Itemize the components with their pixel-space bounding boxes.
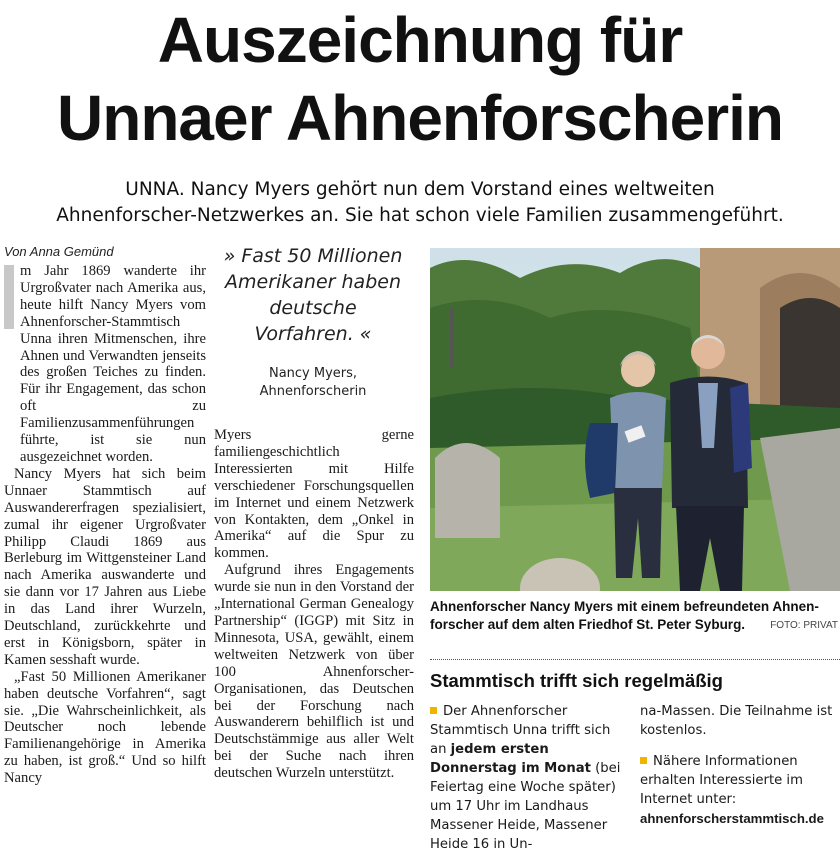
lead-line-2: Ahnenforscher-Netzwerkes an. Sie hat schon viele Familien zusammengeführt. (56, 205, 784, 226)
headline-line-2: Unnaer Ahnenforscherin (57, 82, 783, 154)
photo-credit: FOTO: PRIVAT (770, 620, 838, 631)
photo-illustration (430, 248, 840, 591)
section-divider (430, 659, 840, 660)
dateline: UNNA. (125, 179, 185, 200)
infobox-item-1-continued: na-Massen. Die Teilnahme ist kostenlos. (640, 704, 833, 738)
pull-quote-line-2: Amerikaner haben (225, 271, 401, 293)
byline: Von Anna Gemünd (4, 244, 114, 259)
item-2-text: Nähere Informationen erhalten Interessierte im Internet unter: (640, 754, 803, 807)
caption-line-2: forscher auf dem alten Friedhof St. Peter Syburg. (430, 617, 746, 632)
paragraph-1: m Jahr 1869 wanderte ihr Urgroßvater nach Amerika aus, heute hilft Nancy Myers vom Ahnenforscher-Stammtisch Unna ihren Mitmenschen, ihre Ahnen und Verwandten jenseits des großen Teiches zu finden. Für ihr Engagement, das schon oft zu Familienzusammenführungen führte, ist sie nun ausgezeichnet worden. (20, 263, 206, 465)
lead-line-1 (0, 177, 840, 203)
item-1-bold: jedem ersten Donnerstag im Monat (430, 742, 591, 776)
article-column-1 (4, 263, 206, 787)
article-column-2 (214, 427, 414, 782)
infobox-link[interactable]: ahnenforscherstammtisch.de (640, 811, 824, 826)
paragraph-5: Aufgrund ihres Engagements wurde sie nun in den Vorstand der „International German Genealogy Partnership“ (IGGP) mit Sitz in Minnesota, USA, gewählt, einem weltweiten Netzwerk von über 100 Ahnenforscher-Organisationen, das Deutschen bei der Forschung nach Auswanderern behilflich ist und Deutschstämmige aus aller Welt bei der Suche nach ihren deutschen Wurzeln unterstützt. (214, 562, 414, 782)
infobox-item-1 (430, 702, 626, 854)
pull-quote-author: Nancy Myers, (268, 366, 358, 381)
infobox-title: Stammtisch trifft sich regelmäßig (430, 670, 723, 691)
item-1-text-a: Der Ahnenforscher Stammtisch Unna trifft sich an (430, 704, 611, 757)
paragraph-4: Myers gerne familiengeschichtlich Interessierten mit Hilfe verschiedener Forschungsquellen im Internet und einem Netzwerk von Kontakten, dem „Onkel in Amerika“ auf die Spur zu kommen. (214, 427, 414, 562)
infobox-item-2 (640, 752, 838, 828)
headline-line-1: Auszeichnung für (157, 4, 683, 76)
caption-line-1: Ahnenforscher Nancy Myers mit einem befreundeten Ahnen- (430, 599, 819, 614)
bullet-square-icon (430, 707, 437, 714)
paragraph-2: Nancy Myers hat sich beim Unnaer Stammtisch auf Auswandererfragen spezialisiert, zumal ihr eigener Urgroßvater Philipp Claudi 1869 aus Berleburg im Wittgensteiner Land nach Amerika auswanderte und sie dann vor 17 Jahren aus Liebe in das Land ihrer Wurzeln, Deutschland, zurückkehrte und erst in Königsborn, später in Kamen sesshaft wurde. (4, 465, 206, 668)
lead-text-1: Nancy Myers gehört nun dem Vorstand eines weltweiten (184, 179, 715, 200)
pull-quote-attribution (218, 365, 408, 401)
pull-quote-role: Ahnenforscherin (259, 384, 367, 399)
bullet-square-icon (640, 757, 647, 764)
paragraph-3: „Fast 50 Millionen Amerikaner haben deutsche Vorfahren“, sagt sie. „Die Wahrscheinlichkeit, als Deutscher noch lebende Familienangehörige in Amerika zu haben, ist groß.“ Und so hilft Nancy (4, 668, 206, 787)
pull-quote-line-3: deutsche (269, 297, 357, 319)
pull-quote-line-1: » Fast 50 Millionen (223, 245, 403, 267)
article-photo (430, 248, 840, 591)
item-1-text-b: (bei Feiertag eine Woche später) um 17 Uhr im Landhaus Massener Heide, Massener Heide 16 in Un- (430, 761, 621, 852)
pull-quote (218, 243, 408, 347)
pull-quote-line-4: Vorfahren. « (254, 323, 372, 345)
